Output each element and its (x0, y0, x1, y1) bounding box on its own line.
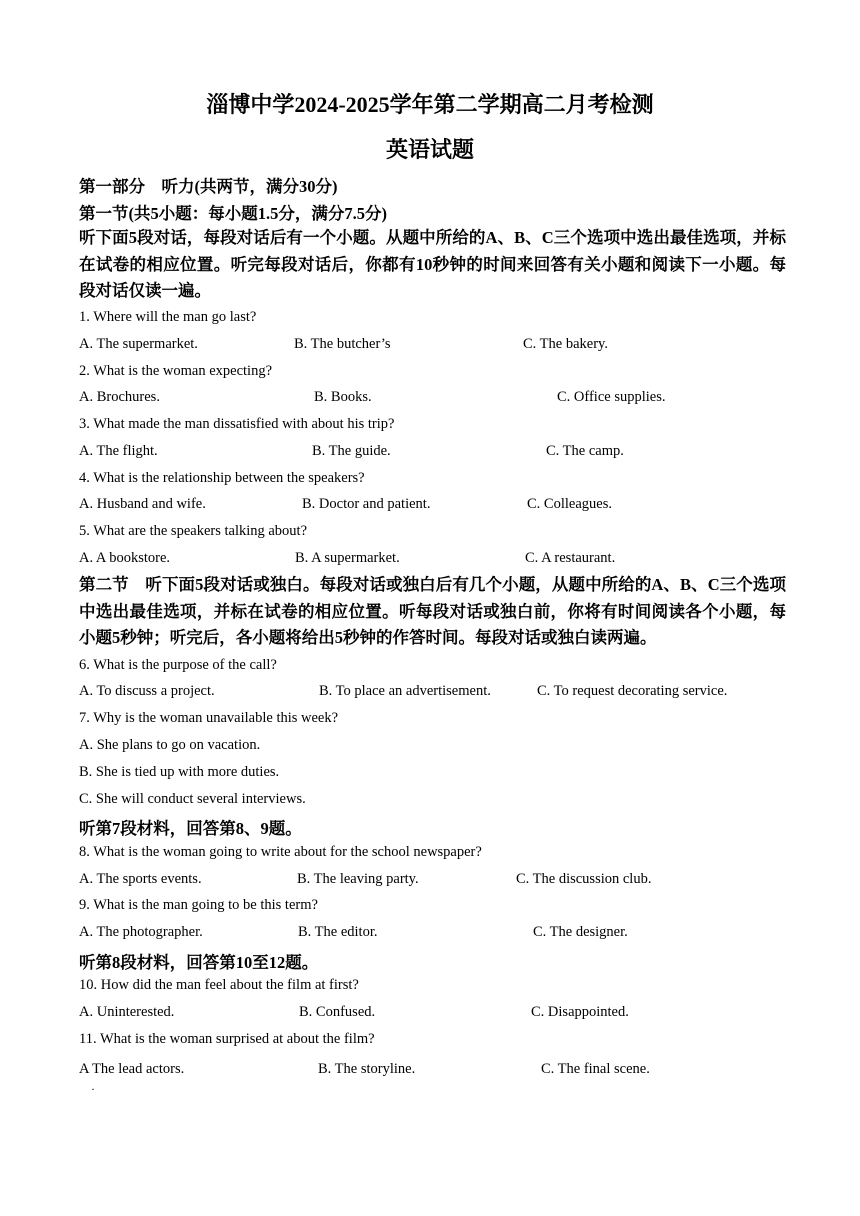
q1-option-b: B. The butcher’s (294, 336, 391, 352)
question-5: 5. What are the speakers talking about? (79, 523, 308, 539)
q5-option-c: C. A restaurant. (525, 550, 616, 566)
q3-option-c: C. The camp. (546, 443, 624, 459)
q11-option-a: A The lead actors. (79, 1061, 185, 1077)
stray-dot-mark: · (91, 1082, 95, 1096)
q1-option-a: A. The supermarket. (79, 336, 198, 352)
material-7-header: 听第7段材料，回答第8、9题。 (79, 819, 302, 838)
q6-option-b: B. To place an advertisement. (319, 683, 491, 699)
question-8: 8. What is the woman going to write about for the school newspaper? (79, 844, 482, 860)
q8-option-c: C. The discussion club. (516, 871, 652, 887)
q11-option-c: C. The final scene. (541, 1061, 650, 1077)
q5-option-a: A. A bookstore. (79, 550, 171, 566)
question-7: 7. Why is the woman unavailable this week? (79, 710, 339, 726)
exam-title: 淄博中学2024-2025学年第二学期高二月考检测 (206, 92, 654, 117)
question-2: 2. What is the woman expecting? (79, 363, 273, 379)
q3-option-b: B. The guide. (312, 443, 391, 459)
question-6: 6. What is the purpose of the call? (79, 657, 277, 673)
q8-option-b: B. The leaving party. (297, 871, 419, 887)
q9-option-c: C. The designer. (533, 924, 628, 940)
q2-option-c: C. Office supplies. (557, 389, 666, 405)
q7-option-b: B. She is tied up with more duties. (79, 764, 280, 780)
q2-option-a: A. Brochures. (79, 389, 160, 405)
exam-subtitle: 英语试题 (385, 137, 474, 162)
q8-option-a: A. The sports events. (79, 871, 202, 887)
q9-option-a: A. The photographer. (79, 924, 203, 940)
material-8-header: 听第8段材料，回答第10至12题。 (79, 953, 319, 972)
section1-header: 第一节(共5小题：每小题1.5分，满分7.5分) (79, 204, 387, 223)
q6-option-c: C. To request decorating service. (537, 683, 728, 699)
q10-option-b: B. Confused. (299, 1004, 376, 1020)
section1-instructions: 听下面5段对话，每段对话后有一个小题。从题中所给的A、B、C三个选项中选出最佳选项，并标在试卷的相应位置。听完每段对话后，你都有10秒钟的时间来回答有关小题和阅读下一小题。每段对话仅读一遍。 (79, 228, 786, 300)
question-4: 4. What is the relationship between the speakers? (79, 470, 365, 486)
question-9: 9. What is the man going to be this term? (79, 897, 318, 913)
part1-header: 第一部分 听力(共两节，满分30分) (79, 177, 338, 196)
q1-option-c: C. The bakery. (523, 336, 608, 352)
q7-option-c: C. She will conduct several interviews. (79, 791, 306, 807)
q4-option-c: C. Colleagues. (527, 496, 612, 512)
q10-option-c: C. Disappointed. (531, 1004, 629, 1020)
q7-option-a: A. She plans to go on vacation. (79, 737, 261, 753)
q11-option-b: B. The storyline. (318, 1061, 416, 1077)
q6-option-a: A. To discuss a project. (79, 683, 215, 699)
question-3: 3. What made the man dissatisfied with about his trip? (79, 416, 395, 432)
question-11: 11. What is the woman surprised at about the film? (79, 1031, 375, 1047)
question-1: 1. Where will the man go last? (79, 309, 257, 325)
q3-option-a: A. The flight. (79, 443, 158, 459)
q2-option-b: B. Books. (314, 389, 372, 405)
q5-option-b: B. A supermarket. (295, 550, 400, 566)
q10-option-a: A. Uninterested. (79, 1004, 175, 1020)
q4-option-a: A. Husband and wife. (79, 496, 206, 512)
q4-option-b: B. Doctor and patient. (302, 496, 431, 512)
q9-option-b: B. The editor. (298, 924, 378, 940)
section2-instructions: 第二节 听下面5段对话或独白。每段对话或独白后有几个小题，从题中所给的A、B、C三个选项中选出最佳选项，并标在试卷的相应位置。听每段对话或独白前，你将有时间阅读各个小题，每小题5秒钟；听完后，各小题将给出5秒钟的作答时间。每段对话或独白读两遍。 (79, 575, 786, 647)
question-10: 10. How did the man feel about the film at first? (79, 977, 359, 993)
